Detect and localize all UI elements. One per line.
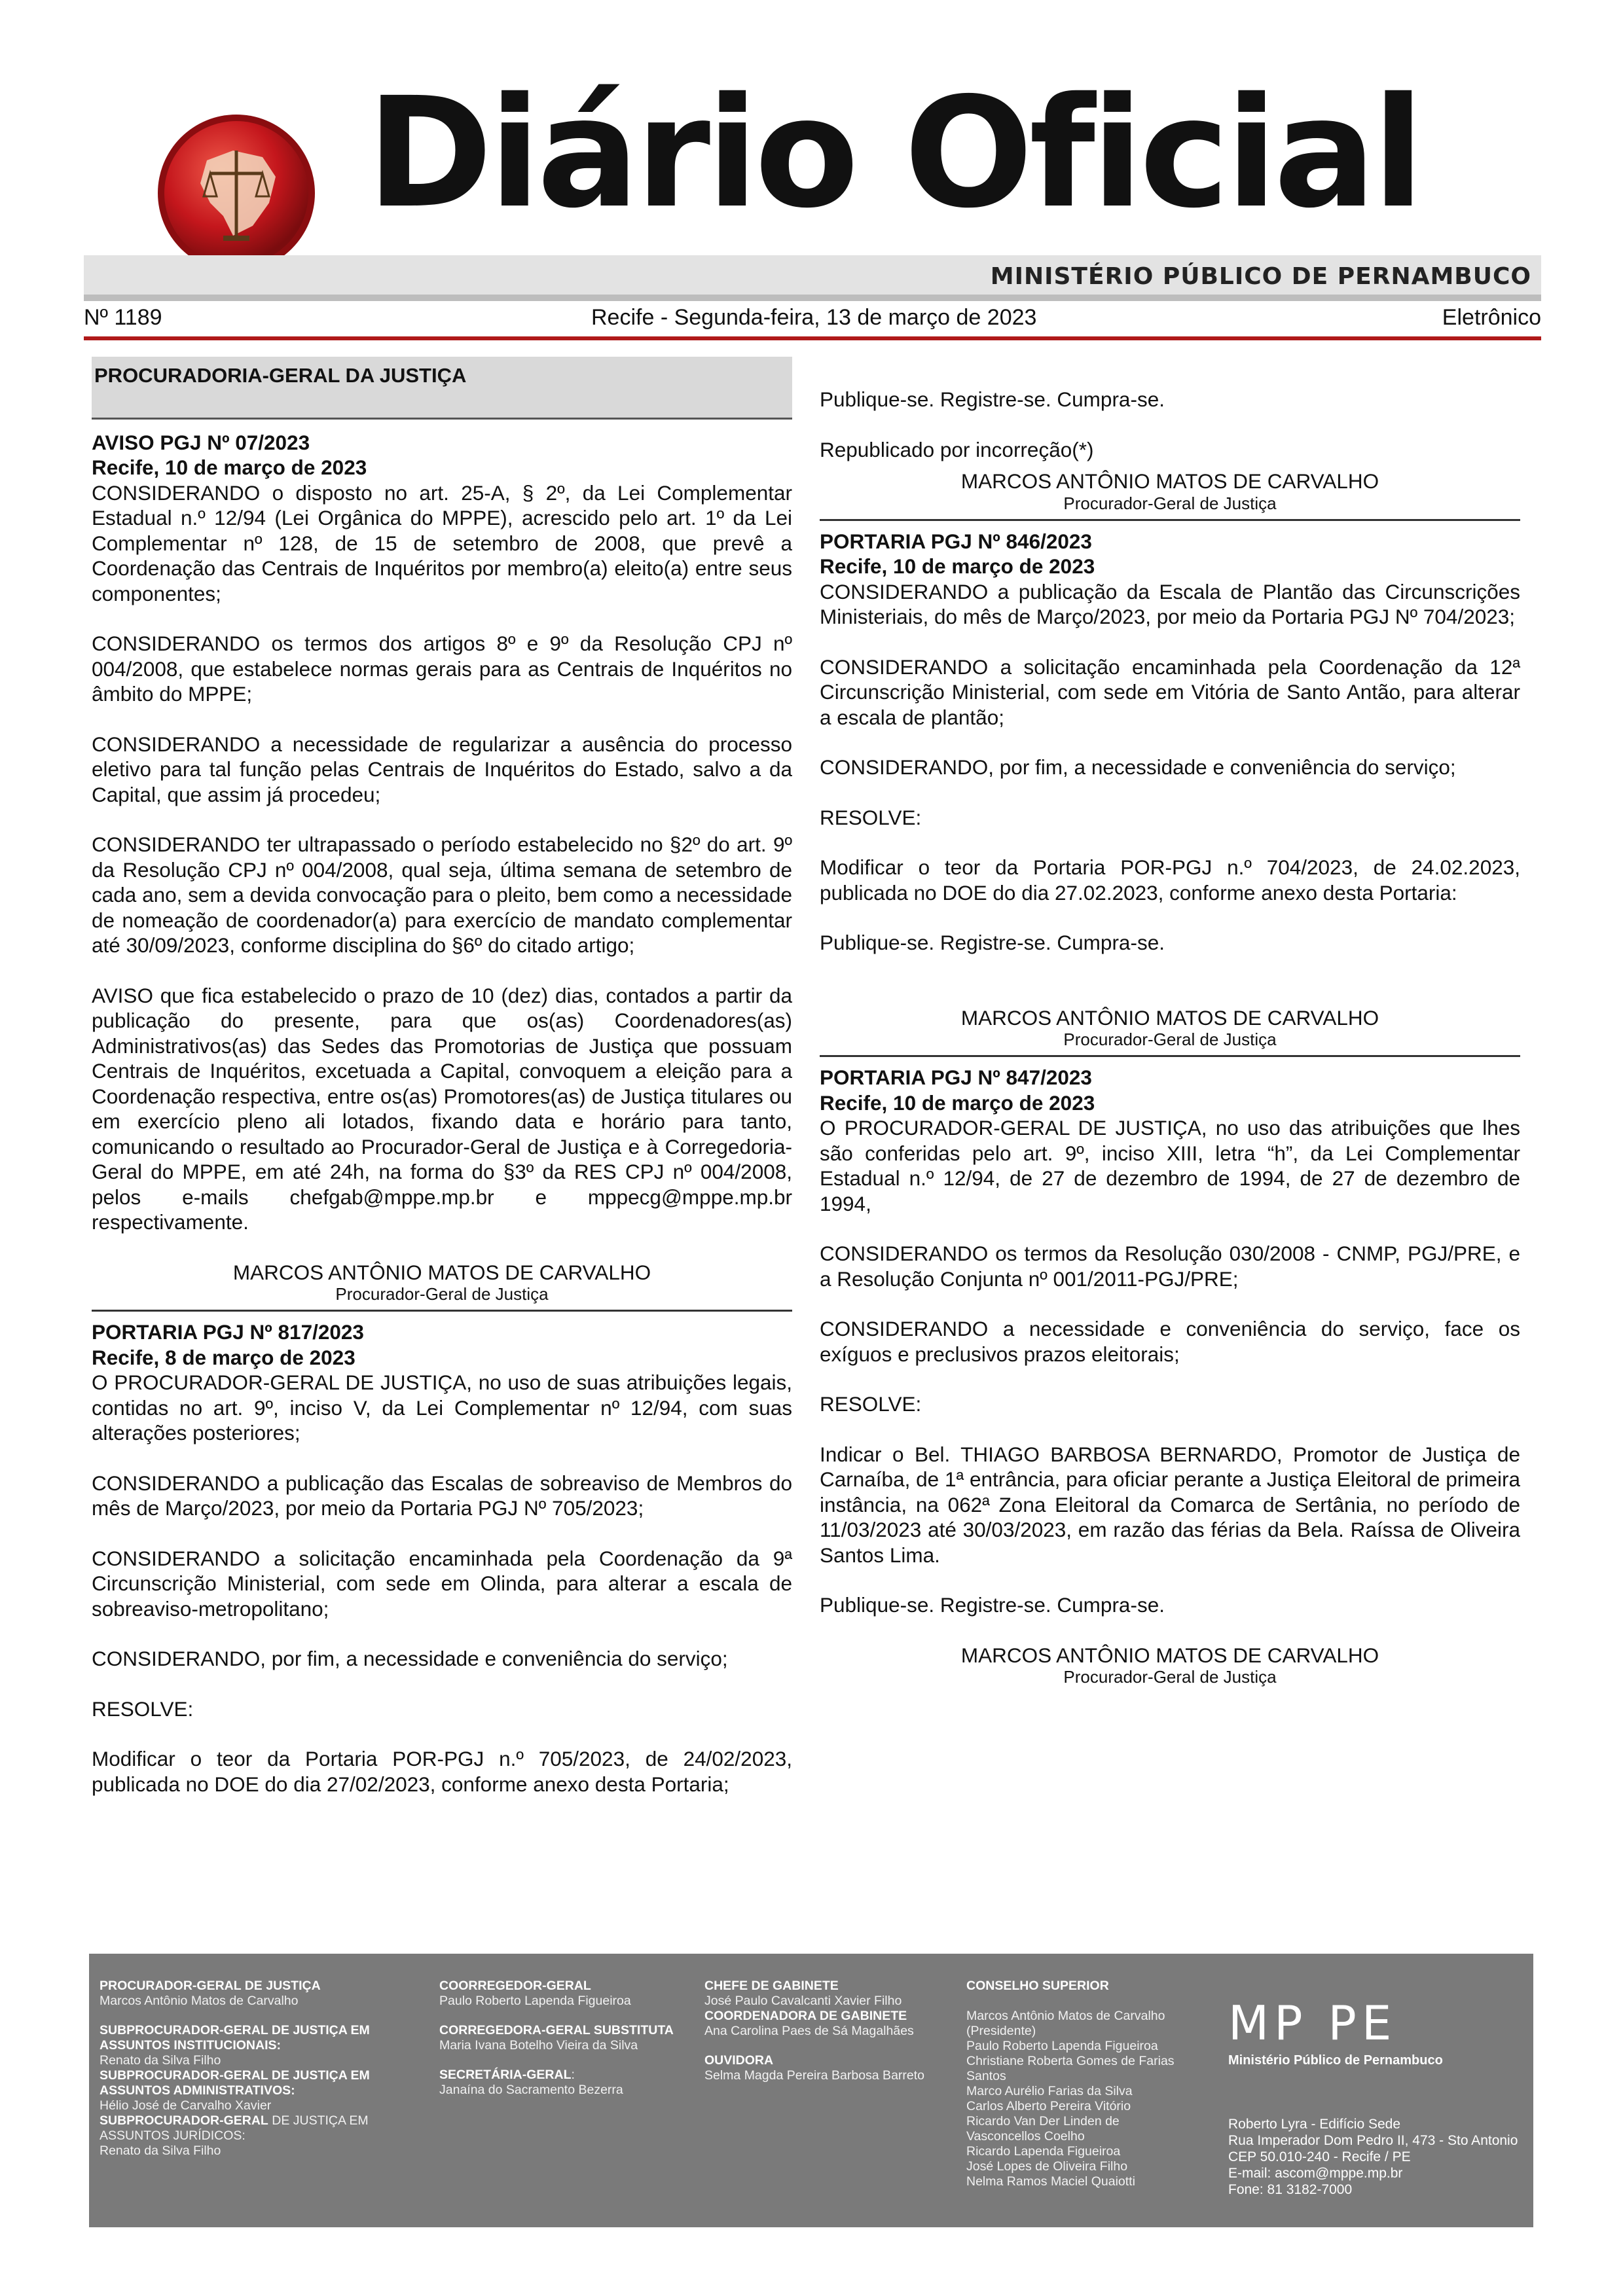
aviso-paragraph: CONSIDERANDO os termos dos artigos 8º e 9º da Resolução CPJ nº 004/2008, que estabelece normas gerais para as Centrais de Inquéritos no âmbito do MPPE; [92, 632, 792, 706]
mppe-logo-text: MP PE [1228, 1996, 1397, 2051]
footer-heading: SUBPROCURADOR-GERAL DE JUSTIÇA EM ASSUNTOS INSTITUCIONAIS: [100, 2023, 370, 2053]
conselho-member: Santos [966, 2069, 1006, 2083]
address-line: Roberto Lyra - Edifício Sede [1228, 2117, 1401, 2132]
footer-heading: CONSELHO SUPERIOR [966, 1979, 1109, 1993]
signature-name: MARCOS ANTÔNIO MATOS DE CARVALHO [960, 1643, 1379, 1667]
portaria-846-date: Recife, 10 de março de 2023 [820, 554, 1095, 578]
conselho-member: (Presidente) [966, 2024, 1036, 2038]
footer-value: Renato da Silva Filho [100, 2144, 221, 2158]
footer-heading: COORREGEDOR-GERAL [439, 1979, 591, 1993]
footer-address [1228, 2116, 1518, 2198]
conselho-member: Carlos Alberto Pereira Vitório [966, 2099, 1131, 2113]
portaria-847-paragraph: O PROCURADOR-GERAL DE JUSTIÇA, no uso das atribuições que lhes são conferidas pelo art. 9º, inciso XIII, letra “h”, da Lei Complementar Estadual n.º 12/94, de 27 de dezembro de 1994, de 27 de dezembro de 1994, [820, 1116, 1520, 1215]
signature-role: Procurador-Geral de Justiça [1063, 493, 1277, 513]
footer-col-corregedoria [439, 1979, 701, 2112]
footer-col-gabinete [704, 1979, 966, 2098]
footer-col-conselho [966, 1979, 1215, 2189]
left-column [92, 357, 792, 1797]
mppe-logo-subtitle: Ministério Público de Pernambuco [1228, 2053, 1443, 2068]
conselho-member: José Lopes de Oliveira Filho [966, 2159, 1128, 2174]
edition-number: Nº 1189 [84, 305, 162, 330]
conselho-member: Marcos Antônio Matos de Carvalho [966, 2009, 1165, 2023]
portaria-817-paragraph: CONSIDERANDO a solicitação encaminhada pela Coordenação da 9ª Circunscrição Ministerial, com sede em Olinda, para alterar a escala de sobreaviso-metropolitano; [92, 1546, 792, 1621]
signature-role: Procurador-Geral de Justiça [1063, 1030, 1277, 1049]
footer-heading: SUBPROCURADOR-GERAL [100, 2113, 268, 2128]
edition-type: Eletrônico [1442, 305, 1541, 330]
portaria-847-paragraph: Indicar o Bel. THIAGO BARBOSA BERNARDO, Promotor de Justiça de Carnaíba, de 1ª entrância, para oficiar perante a Justiça Eleitoral de primeira instância, na 062ª Zona Eleitoral da Comarca de Sertânia, no período de 11/03/2023 até 30/03/2023, em razão das férias da Bela. Raíssa de Oliveira Santos Lima. [820, 1442, 1520, 1567]
masthead-subtitle: MINISTÉRIO PÚBLICO DE PERNAMBUCO [990, 263, 1531, 290]
conselho-member: Ricardo Lapenda Figueiroa [966, 2144, 1121, 2159]
portaria-846-title: PORTARIA PGJ Nº 846/2023 [820, 529, 1092, 553]
portaria-847-date: Recife, 10 de março de 2023 [820, 1090, 1095, 1115]
portaria-847-paragraph: Publique-se. Registre-se. Cumpra-se. [820, 1593, 1165, 1617]
portaria-846-paragraph: Modificar o teor da Portaria POR-PGJ n.º 704/2023, de 24.02.2023, publicada no DOE do dia 27.02.2023, conforme anexo desta Portaria: [820, 855, 1520, 905]
signature-name: MARCOS ANTÔNIO MATOS DE CARVALHO [960, 1005, 1379, 1030]
portaria-846-paragraph: Publique-se. Registre-se. Cumpra-se. [820, 931, 1165, 954]
mppe-logo [1228, 1996, 1477, 2068]
aviso-date: Recife, 10 de março de 2023 [92, 456, 367, 479]
footer-heading: SECRETÁRIA-GERAL [439, 2068, 572, 2082]
address-line: CEP 50.010-240 - Recife / PE [1228, 2149, 1411, 2164]
portaria-846-paragraph: CONSIDERANDO a solicitação encaminhada pela Coordenação da 12ª Circunscrição Ministerial, com sede em Vitória de Santo Antão, para alterar a escala de plantão; [820, 655, 1520, 729]
signature-role: Procurador-Geral de Justiça [335, 1284, 549, 1304]
header-rule [84, 336, 1541, 340]
conselho-member: Marco Aurélio Farias da Silva [966, 2084, 1133, 2098]
signature-role: Procurador-Geral de Justiça [1063, 1667, 1277, 1687]
republish-note: Republicado por incorreção(*) [820, 437, 1094, 461]
aviso-paragraph: AVISO que fica estabelecido o prazo de 10 (dez) dias, contados a partir da publicação do presente, para que os(as) Coordenadores(as) Administrativos(as) das Sedes das Promotorias de Justiça que possuam Centrais de Inquéritos, excetuada a Capital, convoquem a eleição para a Coordenação respectiva, entre os(as) Promotores(as) de Justiça titulares ou em exercício pleno ali lotados, fixando data e horário para tanto, comunicando o resultado ao Procurador-Geral de Justiça e à Corregedoria-Geral do MPPE, em até 24h, na forma do §3º da RES CPJ nº 004/2008, pelos e-mails chefgab@mppe.mp.br e mppecg@mppe.mp.br respectivamente. [92, 983, 792, 1234]
portaria-847-title: PORTARIA PGJ Nº 847/2023 [820, 1066, 1092, 1089]
aviso-paragraph: CONSIDERANDO o disposto no art. 25-A, § 2º, da Lei Complementar Estadual n.º 12/94 (Lei Orgânica do MPPE), acrescido pelo art. 1º da Lei Complementar nº 128, de 15 de setembro de 2008, que prevê a Coordenação das Centrais de Inquéritos por membro(a) eleito(a) entre seus componentes; [92, 480, 792, 605]
footer-heading: PROCURADOR-GERAL DE JUSTIÇA [100, 1979, 321, 1993]
address-line: E-mail: ascom@mppe.mp.br [1228, 2166, 1403, 2181]
portaria-817-paragraph: RESOLVE: [92, 1696, 194, 1721]
footer-value: José Paulo Cavalcanti Xavier Filho [704, 1994, 902, 2008]
portaria-817-paragraph: CONSIDERANDO, por fim, a necessidade e conveniência do serviço; [92, 1647, 728, 1670]
section-divider [820, 1055, 1520, 1057]
signature-name: MARCOS ANTÔNIO MATOS DE CARVALHO [232, 1260, 651, 1284]
portaria-846-paragraph: CONSIDERANDO, por fim, a necessidade e conveniência do serviço; [820, 755, 1456, 779]
footer-value: Renato da Silva Filho [100, 2053, 221, 2068]
aviso-title: AVISO PGJ Nº 07/2023 [92, 430, 310, 454]
aviso-paragraph: CONSIDERANDO ter ultrapassado o período estabelecido no §2º do art. 9º da Resolução CPJ nº 004/2008, qual seja, última semana de setembro de cada ano, sem a devida convocação para o pleito, bem como a necessidade de nomeação de coordenador(a) para exercício de mandato complementar até 30/09/2023, conforme disciplina do §6º do citado artigo; [92, 833, 792, 957]
mppe-seal-icon [155, 111, 318, 275]
address-line: Rua Imperador Dom Pedro II, 473 - Sto Antonio [1228, 2133, 1518, 2148]
address-line: Fone: 81 3182-7000 [1228, 2182, 1353, 2197]
footer-value: Paulo Roberto Lapenda Figueiroa [439, 1994, 631, 2008]
conselho-member: Vasconcellos Coelho [966, 2129, 1085, 2144]
conselho-member: Ricardo Van Der Linden de [966, 2114, 1120, 2128]
section-divider [92, 1310, 792, 1312]
conselho-member: Christiane Roberta Gomes de Farias [966, 2054, 1175, 2068]
portaria-847-paragraph: CONSIDERANDO os termos da Resolução 030/2008 - CNMP, PGJ/PRE, e a Resolução Conjunta nº 001/2011-PGJ/PRE; [820, 1242, 1520, 1291]
footer-value: Maria Ivana Botelho Vieira da Silva [439, 2038, 638, 2053]
aviso-paragraph: CONSIDERANDO a necessidade de regularizar a ausência do processo eletivo para tal função pelas Centrais de Inquéritos do Estado, salvo a da Capital, que assim já procedeu; [92, 732, 792, 806]
masthead-title: Diário Oficial [367, 65, 1421, 242]
conselho-member: Nelma Ramos Maciel Quaiotti [966, 2174, 1135, 2189]
footer-value: Marcos Antônio Matos de Carvalho [100, 1994, 299, 2008]
portaria-817-paragraph: Modificar o teor da Portaria POR-PGJ n.º 705/2023, de 24/02/2023, publicada no DOE do dia 27/02/2023, conforme anexo desta Portaria; [92, 1747, 792, 1796]
section-divider [820, 519, 1520, 521]
signature-name: MARCOS ANTÔNIO MATOS DE CARVALHO [960, 469, 1379, 493]
portaria-817-paragraph: CONSIDERANDO a publicação das Escalas de sobreaviso de Membros do mês de Março/2023, por meio da Portaria PGJ Nº 705/2023; [92, 1471, 792, 1520]
footer-value: Selma Magda Pereira Barbosa Barreto [704, 2068, 925, 2083]
portaria-817-title: PORTARIA PGJ Nº 817/2023 [92, 1320, 364, 1344]
section-heading: PROCURADORIA-GERAL DA JUSTIÇA [92, 357, 792, 420]
portaria-817-paragraph: O PROCURADOR-GERAL DE JUSTIÇA, no uso de suas atribuições legais, contidas no art. 9º, inciso V, da Lei Complementar nº 12/94, com suas alterações posteriores; [92, 1371, 792, 1444]
footer-value: Janaína do Sacramento Bezerra [439, 2083, 623, 2097]
edition-date: Recife - Segunda-feira, 13 de março de 2023 [591, 305, 1037, 330]
portaria-846-paragraph: CONSIDERANDO a publicação da Escala de Plantão das Circunscrições Ministeriais, do mês de Março/2023, por meio da Portaria PGJ Nº 704/2023; [820, 579, 1520, 628]
portaria-847-paragraph: RESOLVE: [820, 1392, 922, 1416]
portaria-847-paragraph: CONSIDERANDO a necessidade e conveniência do serviço, face os exíguos e preclusivos prazos eleitorais; [820, 1317, 1520, 1366]
conselho-member: Paulo Roberto Lapenda Figueiroa [966, 2039, 1158, 2053]
footer-heading: CORREGEDORA-GERAL SUBSTITUTA [439, 2023, 674, 2037]
footer-value: Hélio José de Carvalho Xavier [100, 2098, 272, 2113]
footer-heading: CHEFE DE GABINETE [704, 1979, 839, 1993]
footer-col-leadership [100, 1979, 420, 2159]
footer-value: Ana Carolina Paes de Sá Magalhães [704, 2024, 914, 2038]
footer-heading-cont: : [571, 2068, 575, 2082]
footer-heading-cont: DE JUSTIÇA EM ASSUNTOS JURÍDICOS: [100, 2113, 369, 2143]
portaria-846-paragraph: RESOLVE: [820, 805, 922, 829]
portaria-817-date: Recife, 8 de março de 2023 [92, 1345, 356, 1369]
closing-line: Publique-se. Registre-se. Cumpra-se. [820, 387, 1165, 411]
footer-heading: OUVIDORA [704, 2053, 774, 2068]
right-column [820, 357, 1520, 1686]
edition-bar [84, 302, 1541, 332]
footer [89, 1954, 1533, 2227]
footer-heading: SUBPROCURADOR-GERAL DE JUSTIÇA EM ASSUNTOS ADMINISTRATIVOS: [100, 2068, 370, 2098]
footer-heading: COORDENADORA DE GABINETE [704, 2009, 907, 2023]
